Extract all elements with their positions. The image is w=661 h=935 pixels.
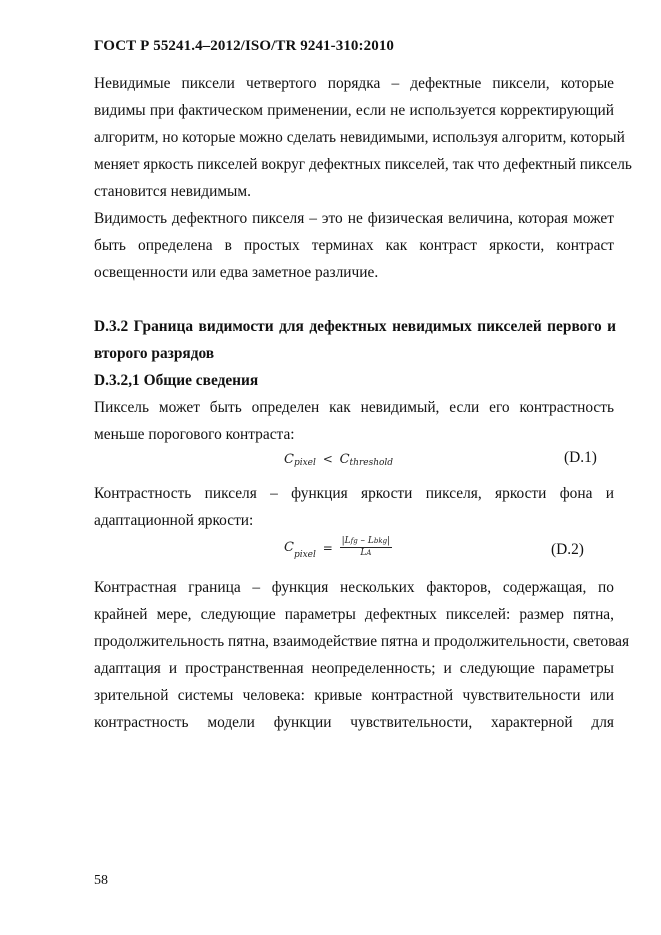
paragraph-5 — [94, 574, 630, 736]
eq1-rhs: C — [339, 452, 350, 467]
paragraph-1-line-4: меняет яркость пикселей вокруг дефектных пикселей, так что дефектный пиксель — [94, 156, 632, 173]
paragraph-1-line-3: алгоритм, но которые можно сделать невидимыми, используя алгоритм, который — [94, 129, 625, 146]
eq2-den-part: L — [360, 548, 367, 558]
eq2-fraction — [340, 536, 393, 559]
page-number: 58 — [94, 873, 108, 888]
equation-d2-number: (D.2) — [551, 541, 584, 558]
eq2-denominator — [340, 548, 393, 559]
equation-d2 — [284, 536, 392, 560]
subsection-heading-text: D.3.2,1 Общие сведения — [94, 372, 259, 389]
paragraph-2-line-1 — [94, 205, 614, 232]
paragraph-4-line-2: адаптационной яркости: — [94, 512, 254, 529]
section-heading-line-1: D.3.2 Граница видимости для дефектных невидимых пикселей первого и — [94, 318, 616, 335]
eq1-lhs: C — [284, 452, 294, 467]
eq1-operator: < — [322, 452, 333, 466]
paragraph-4 — [94, 480, 614, 534]
eq2-num-mid: – L — [357, 536, 374, 546]
paragraph-5-line-2: крайней мере, следующие параметры дефектных пикселей: размер пятна, — [94, 606, 614, 623]
eq2-operator: = — [322, 540, 333, 555]
eq2-num-sub1: fg — [350, 537, 358, 545]
eq2-lhs-sub: pixel — [293, 550, 316, 560]
eq2-num-end: | — [387, 536, 391, 546]
equation-d1 — [284, 452, 393, 468]
section-heading-line-2: второго разрядов — [94, 345, 215, 362]
eq2-num-part: |L — [341, 536, 351, 546]
paragraph-1-line-2: видимы при фактическом применении, если не используется корректирующий — [94, 102, 614, 119]
paragraph-4-line-1 — [94, 480, 614, 507]
paragraph-1 — [94, 70, 632, 205]
eq2-lhs: C — [284, 540, 294, 555]
eq1-rhs-sub: threshold — [349, 458, 394, 468]
paragraph-3-line-1 — [94, 394, 614, 421]
eq2-den-sub: A — [366, 549, 372, 557]
paragraph-3-line-2: меньше порогового контраста: — [94, 426, 295, 443]
paragraph-3 — [94, 394, 614, 448]
paragraph-2 — [94, 205, 614, 286]
paragraph-5-line-5: зрительной системы человека: кривые контрастной чувствительности или — [94, 687, 614, 704]
line-text: Видимость дефектного пикселя – это не физическая величина, которая может — [94, 210, 614, 227]
eq1-lhs-sub: pixel — [293, 458, 316, 468]
document-header: ГОСТ Р 55241.4–2012/ISO/TR 9241-310:2010 — [94, 38, 395, 54]
paragraph-2-line-2: быть определена в простых терминах как контраст яркости, контраст — [94, 237, 614, 254]
paragraph-5-line-6: контрастность модели функции чувствительности, характерной для — [94, 714, 614, 731]
eq2-num-sub2: bkg — [373, 537, 388, 545]
line-text: Контрастная граница – функция нескольких факторов, содержащая, по — [94, 579, 614, 596]
subsection-heading — [94, 367, 616, 394]
section-heading — [94, 313, 616, 367]
line-text: Пиксель может быть определен как невидимый, если его контрастность — [94, 399, 614, 416]
eq2-numerator — [340, 536, 393, 548]
line-text: Невидимые пиксели четвертого порядка – дефектные пиксели, которые — [94, 75, 614, 92]
paragraph-5-line-1 — [94, 574, 614, 601]
paragraph-2-line-3: освещенности или едва заметное различие. — [94, 264, 379, 281]
equation-d1-number: (D.1) — [564, 449, 597, 466]
paragraph-1-line-5: становится невидимым. — [94, 183, 251, 200]
paragraph-1-line-1 — [94, 70, 614, 97]
line-text: Контрастность пикселя – функция яркости пикселя, яркости фона и — [94, 485, 614, 502]
paragraph-5-line-3: продолжительность пятна, взаимодействие пятна и продолжительности, световая — [94, 633, 630, 650]
paragraph-5-line-4: адаптация и пространственная неопределенность; и следующие параметры — [94, 660, 614, 677]
